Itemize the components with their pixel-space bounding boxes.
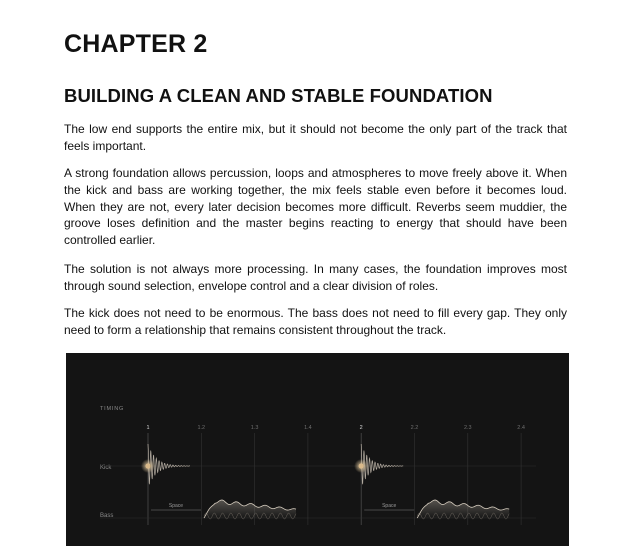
beat-label: 2.4 [517, 425, 525, 431]
figure-title: TIMING [100, 406, 125, 412]
paragraph-3: The solution is not always more processing. In many cases, the foundation improves most through sound selection, envelope control and a clear division of roles. [64, 262, 567, 293]
space-label: Space [168, 503, 184, 509]
waveforms [141, 444, 509, 519]
paragraph-4: The kick does not need to be enormous. The bass does not need to fill every gap. They only need to form a relationship that remains consistent throughout the track. [64, 306, 567, 337]
timing-figure [66, 353, 569, 546]
section-title: BUILDING A CLEAN AND STABLE FOUNDATION [64, 85, 493, 106]
kick-hit-marker [145, 463, 150, 468]
beat-label: 1.2 [197, 425, 206, 431]
kick-row-label: Kick [100, 465, 112, 471]
beat-label: 2.3 [463, 425, 472, 431]
kick-hit-marker [359, 463, 364, 468]
bass-row-label: Bass [100, 513, 114, 519]
beat-label: 1 [146, 425, 150, 431]
chapter-title: CHAPTER 2 [64, 30, 208, 58]
timing-diagram [66, 353, 569, 546]
space-label: Space [382, 503, 397, 509]
paragraph-1: The low end supports the entire mix, but it should not become the only part of the track that feels important. [64, 122, 567, 153]
beat-label: 1.3 [250, 425, 259, 431]
beat-label: 2 [359, 425, 363, 431]
beat-label: 2.2 [410, 425, 419, 431]
beat-label: 1.4 [304, 425, 312, 431]
paragraph-2: A strong foundation allows percussion, loops and atmospheres to move freely above it. When the kick and bass are working together, the mix feels stable even before it becomes loud. When they are not, every later decision becomes more difficult. Reverbs seem muddier, the groove loses definition and the master begins reacting to energy that should have been controlled earlier. [64, 166, 567, 248]
